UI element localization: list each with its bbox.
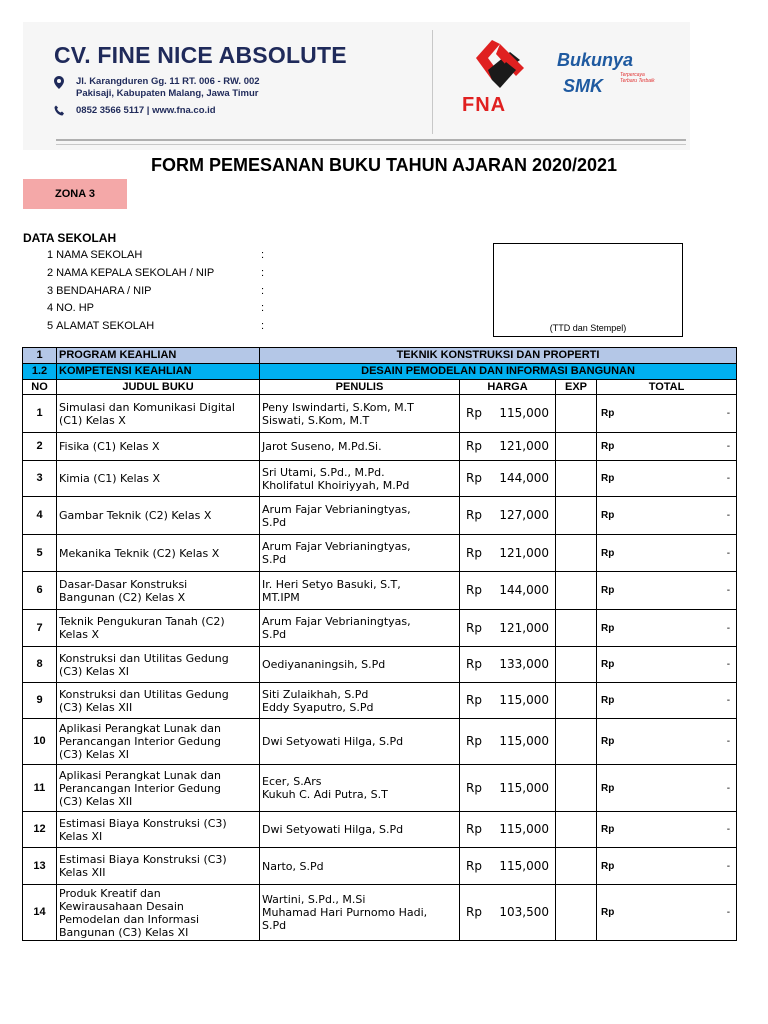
exp-quantity-cell[interactable] — [556, 683, 597, 719]
exp-quantity-cell[interactable] — [556, 848, 597, 885]
program-no: 1 — [23, 348, 57, 364]
currency-label: Rp — [466, 734, 482, 748]
kompetensi-value: DESAIN PEMODELAN DAN INFORMASI BANGUNAN — [260, 364, 737, 380]
book-author-line: Ir. Heri Setyo Basuki, S.T, — [262, 577, 401, 591]
book-order-table — [22, 347, 737, 941]
row-number: 13 — [23, 848, 57, 885]
book-title-line: Bangunan (C2) Kelas X — [59, 590, 186, 604]
header-exp: EXP — [556, 380, 597, 395]
phone-icon — [54, 105, 65, 119]
book-author-line: Sri Utami, S.Pd., M.Pd. — [262, 465, 385, 479]
program-label: PROGRAM KEAHLIAN — [57, 348, 260, 364]
table-row — [23, 610, 737, 647]
currency-label: Rp — [466, 822, 482, 836]
exp-quantity-cell[interactable] — [556, 610, 597, 647]
price-value: 103,500 — [499, 905, 549, 919]
exp-quantity-cell[interactable] — [556, 497, 597, 535]
table-row — [23, 461, 737, 497]
book-price — [460, 812, 556, 848]
book-title-line: Kimia (C1) Kelas X — [59, 472, 161, 485]
total-cell — [597, 497, 737, 535]
book-author-line: Kukuh C. Adi Putra, S.T — [262, 788, 388, 801]
currency-label: Rp — [466, 780, 482, 795]
total-value: - — [726, 473, 731, 484]
currency-label: Rp — [466, 471, 482, 485]
currency-label: Rp — [466, 439, 482, 453]
book-author-line: S.Pd — [262, 919, 287, 932]
table-row — [23, 535, 737, 572]
book-title — [57, 395, 260, 433]
book-author — [260, 719, 460, 765]
book-title — [57, 535, 260, 572]
price-value: 133,000 — [499, 657, 549, 671]
exp-quantity-cell[interactable] — [556, 812, 597, 848]
total-cell — [597, 610, 737, 647]
exp-quantity-cell[interactable] — [556, 885, 597, 941]
book-title-line: Kelas XI — [59, 829, 103, 843]
book-title-line: Kewirausahaan Desain — [59, 899, 184, 913]
book-author-line: Kholifatul Khoiriyyah, M.Pd — [262, 478, 410, 492]
currency-label: Rp — [466, 508, 482, 522]
price-value: 115,000 — [499, 693, 549, 707]
book-author — [260, 848, 460, 885]
total-cell — [597, 683, 737, 719]
field-label: ALAMAT SEKOLAH — [56, 320, 155, 332]
book-title-line: (C3) Kelas XII — [59, 700, 133, 714]
exp-quantity-cell[interactable] — [556, 535, 597, 572]
book-author — [260, 395, 460, 433]
book-author-line: MT.IPM — [262, 590, 300, 604]
data-sekolah-field — [47, 265, 214, 281]
book-author-line: Siti Zulaikhah, S.Pd — [262, 687, 369, 701]
header-judul: JUDUL BUKU — [57, 380, 260, 395]
signature-stamp-box[interactable] — [493, 243, 683, 337]
table-row — [23, 765, 737, 812]
row-number: 11 — [23, 765, 57, 812]
currency-label: Rp — [601, 622, 615, 634]
brand-smk: SMK — [563, 76, 603, 96]
field-label: NO. HP — [56, 302, 95, 314]
price-value: 121,000 — [499, 620, 549, 635]
book-author — [260, 461, 460, 497]
kompetensi-label: KOMPETENSI KEAHLIAN — [57, 364, 260, 380]
book-title-line: Simulasi dan Komunikasi Digital — [59, 400, 235, 414]
exp-quantity-cell[interactable] — [556, 572, 597, 610]
book-price — [460, 719, 556, 765]
currency-label: Rp — [601, 441, 615, 452]
price-value: 115,000 — [499, 734, 549, 748]
book-title-line: Perancangan Interior Gedung — [59, 781, 222, 795]
book-author-line: Jarot Suseno, M.Pd.Si. — [262, 440, 382, 453]
book-title-line: Aplikasi Perangkat Lunak dan — [59, 722, 221, 735]
field-input-colon[interactable]: : — [261, 249, 265, 261]
book-price — [460, 433, 556, 461]
currency-label: Rp — [601, 907, 615, 918]
total-cell — [597, 848, 737, 885]
book-author — [260, 610, 460, 647]
currency-label: Rp — [466, 583, 482, 597]
book-title — [57, 461, 260, 497]
total-cell — [597, 572, 737, 610]
total-value: - — [726, 824, 731, 835]
currency-label: Rp — [466, 905, 482, 919]
book-title — [57, 572, 260, 610]
total-cell — [597, 535, 737, 572]
book-title — [57, 885, 260, 941]
book-price — [460, 535, 556, 572]
price-value: 115,000 — [499, 822, 549, 836]
currency-label: Rp — [466, 693, 482, 707]
book-author-line: S.Pd — [262, 553, 287, 566]
field-number: 3 — [47, 285, 54, 297]
book-author — [260, 885, 460, 941]
field-input-colon[interactable]: : — [261, 285, 265, 297]
book-title-line: Dasar-Dasar Konstruksi — [59, 577, 188, 591]
total-value: - — [726, 585, 731, 596]
book-author-line: Arum Fajar Vebrianingtyas, — [262, 502, 411, 516]
book-title — [57, 433, 260, 461]
total-value: - — [726, 782, 731, 794]
currency-label: Rp — [601, 408, 615, 419]
book-title — [57, 610, 260, 647]
field-number: 2 — [47, 267, 54, 279]
currency-label: Rp — [601, 824, 615, 835]
total-value: - — [726, 659, 731, 670]
total-value: - — [726, 907, 731, 918]
table-row — [23, 719, 737, 765]
book-author-line: Narto, S.Pd — [262, 859, 324, 873]
row-number: 14 — [23, 885, 57, 941]
book-author-line: S.Pd — [262, 515, 287, 529]
field-label: NAMA SEKOLAH — [56, 249, 143, 261]
price-value: 121,000 — [499, 439, 549, 453]
signature-label: (TTD dan Stempel) — [549, 323, 627, 333]
price-value: 121,000 — [499, 545, 549, 560]
total-cell — [597, 433, 737, 461]
price-value: 115,000 — [499, 858, 549, 873]
book-title — [57, 719, 260, 765]
total-value: - — [726, 510, 731, 521]
data-sekolah-field — [47, 283, 151, 299]
total-value: - — [726, 695, 731, 706]
program-value: TEKNIK KONSTRUKSI DAN PROPERTI — [260, 348, 737, 364]
book-title-line: Perancangan Interior Gedung — [59, 735, 222, 748]
book-price — [460, 497, 556, 535]
row-number: 4 — [23, 497, 57, 535]
field-input-colon[interactable]: : — [261, 267, 265, 279]
book-title — [57, 765, 260, 812]
data-sekolah-field — [47, 247, 142, 263]
book-title — [57, 647, 260, 683]
data-sekolah-field — [47, 318, 154, 334]
row-number: 8 — [23, 647, 57, 683]
book-price — [460, 572, 556, 610]
book-author-line: Arum Fajar Vebrianingtyas, — [262, 540, 411, 553]
book-title-line: Estimasi Biaya Konstruksi (C3) — [59, 853, 227, 866]
address-line-2: Pakisaji, Kabupaten Malang, Jawa Timur — [76, 88, 259, 99]
table-row — [23, 647, 737, 683]
row-number: 1 — [23, 395, 57, 433]
book-author-line: S.Pd — [262, 628, 287, 641]
letterhead-divider — [432, 30, 433, 134]
book-price — [460, 683, 556, 719]
total-value: - — [726, 408, 731, 419]
currency-label: Rp — [466, 657, 482, 671]
book-title-line: Fisika (C1) Kelas X — [59, 440, 160, 453]
book-title-line: (C3) Kelas XI — [59, 664, 129, 678]
fna-logo-text: FNA — [462, 94, 507, 116]
currency-label: Rp — [601, 473, 615, 484]
book-author-line: Arum Fajar Vebrianingtyas, — [262, 615, 411, 628]
row-number: 2 — [23, 433, 57, 461]
book-author — [260, 433, 460, 461]
address-line-1: Jl. Karangduren Gg. 11 RT. 006 - RW. 002 — [76, 76, 260, 87]
currency-label: Rp — [601, 736, 615, 747]
table-row — [23, 572, 737, 610]
kompetensi-no: 1.2 — [23, 364, 57, 380]
row-number: 7 — [23, 610, 57, 647]
exp-quantity-cell[interactable] — [556, 433, 597, 461]
currency-label: Rp — [601, 860, 615, 872]
currency-label: Rp — [601, 547, 615, 559]
book-price — [460, 885, 556, 941]
book-price — [460, 395, 556, 433]
book-title-line: (C1) Kelas X — [59, 413, 126, 427]
field-number: 4 — [47, 302, 54, 314]
currency-label: Rp — [601, 585, 615, 596]
row-number: 12 — [23, 812, 57, 848]
book-author — [260, 647, 460, 683]
contact-info: 0852 3566 5117 | www.fna.co.id — [76, 105, 216, 116]
book-price — [460, 647, 556, 683]
book-author — [260, 497, 460, 535]
table-row — [23, 812, 737, 848]
book-title-line: Mekanika Teknik (C2) Kelas X — [59, 546, 220, 560]
row-number: 6 — [23, 572, 57, 610]
table-row — [23, 433, 737, 461]
book-author-line: Ecer, S.Ars — [262, 775, 322, 788]
book-title-line: Konstruksi dan Utilitas Gedung — [59, 651, 229, 665]
field-input-colon[interactable]: : — [261, 302, 265, 314]
book-author — [260, 572, 460, 610]
price-value: 115,000 — [499, 780, 549, 795]
currency-label: Rp — [466, 620, 482, 635]
book-author-line: Wartini, S.Pd., M.Si — [262, 893, 366, 906]
currency-label: Rp — [601, 782, 615, 794]
book-title-line: Bangunan (C3) Kelas XI — [59, 925, 189, 939]
column-header-row — [23, 380, 737, 395]
row-number: 9 — [23, 683, 57, 719]
book-title-line: Gambar Teknik (C2) Kelas X — [59, 509, 212, 522]
currency-label: Rp — [601, 510, 615, 521]
exp-quantity-cell[interactable] — [556, 461, 597, 497]
book-title — [57, 812, 260, 848]
table-row — [23, 497, 737, 535]
zona-badge: ZONA 3 — [23, 179, 127, 209]
row-number: 5 — [23, 535, 57, 572]
row-number: 3 — [23, 461, 57, 497]
book-title-line: Pemodelan dan Informasi — [59, 912, 200, 926]
book-title-line: Aplikasi Perangkat Lunak dan — [59, 768, 221, 782]
currency-label: Rp — [466, 406, 482, 420]
location-pin-icon — [54, 76, 64, 92]
table-row — [23, 395, 737, 433]
price-value: 115,000 — [499, 406, 549, 420]
total-value: - — [726, 860, 731, 872]
book-author-line: Eddy Syaputro, S.Pd — [262, 700, 374, 714]
book-title — [57, 497, 260, 535]
total-value: - — [726, 736, 731, 747]
book-author — [260, 765, 460, 812]
price-value: 127,000 — [499, 508, 549, 522]
currency-label: Rp — [466, 545, 482, 560]
book-title-line: Produk Kreatif dan — [59, 886, 161, 900]
field-number: 5 — [47, 320, 54, 332]
header-total: TOTAL — [597, 380, 737, 395]
book-title-line: Estimasi Biaya Konstruksi (C3) — [59, 816, 227, 830]
exp-quantity-cell[interactable] — [556, 719, 597, 765]
letterhead-rule-thin — [56, 144, 686, 145]
data-sekolah-heading: DATA SEKOLAH — [23, 231, 117, 245]
book-price — [460, 765, 556, 812]
currency-label: Rp — [601, 659, 615, 670]
book-price — [460, 848, 556, 885]
book-author-line: Dwi Setyowati Hilga, S.Pd — [262, 823, 404, 836]
field-label: BENDAHARA / NIP — [56, 285, 152, 297]
book-title-line: (C3) Kelas XI — [59, 748, 129, 761]
header-penulis: PENULIS — [260, 380, 460, 395]
total-value: - — [726, 547, 731, 559]
book-title-line: Kelas X — [59, 628, 99, 641]
currency-label: Rp — [601, 695, 615, 706]
brand-tagline: Terpercaya Terbaru Terbaik — [620, 72, 655, 84]
book-author — [260, 683, 460, 719]
book-author — [260, 812, 460, 848]
book-author-line: Dwi Setyowati Hilga, S.Pd — [262, 735, 404, 748]
row-number: 10 — [23, 719, 57, 765]
table-row — [23, 683, 737, 719]
total-cell — [597, 395, 737, 433]
table-row — [23, 848, 737, 885]
total-cell — [597, 719, 737, 765]
field-input-colon[interactable]: : — [261, 320, 265, 332]
total-cell — [597, 647, 737, 683]
letterhead-rule — [56, 139, 686, 141]
table-row — [23, 885, 737, 941]
book-author-line: Siswati, S.Kom, M.T — [262, 413, 370, 427]
book-title — [57, 848, 260, 885]
total-cell — [597, 885, 737, 941]
book-title-line: Konstruksi dan Utilitas Gedung — [59, 687, 229, 701]
currency-label: Rp — [466, 858, 482, 873]
kompetensi-keahlian-row — [23, 364, 737, 380]
total-cell — [597, 461, 737, 497]
total-cell — [597, 765, 737, 812]
exp-quantity-cell[interactable] — [556, 647, 597, 683]
company-name: CV. FINE NICE ABSOLUTE — [54, 42, 347, 68]
total-value: - — [726, 441, 731, 452]
header-harga: HARGA — [460, 380, 556, 395]
book-title-line: Kelas XII — [59, 866, 106, 879]
program-keahlian-row — [23, 348, 737, 364]
book-title-line: Teknik Pengukuran Tanah (C2) — [59, 615, 225, 628]
book-author-line: Muhamad Hari Purnomo Hadi, — [262, 906, 428, 919]
exp-quantity-cell[interactable] — [556, 395, 597, 433]
book-title — [57, 683, 260, 719]
total-cell — [597, 812, 737, 848]
book-price — [460, 610, 556, 647]
brand-bukunya: Bukunya — [557, 50, 634, 70]
page-title: FORM PEMESANAN BUKU TAHUN AJARAN 2020/2021 — [150, 155, 618, 175]
price-value: 144,000 — [499, 583, 549, 597]
book-price — [460, 461, 556, 497]
price-value: 144,000 — [499, 471, 549, 485]
book-author-line: Oediyananingsih, S.Pd — [262, 658, 386, 671]
total-value: - — [726, 622, 731, 634]
exp-quantity-cell[interactable] — [556, 765, 597, 812]
book-title-line: (C3) Kelas XII — [59, 794, 133, 808]
field-label: NAMA KEPALA SEKOLAH / NIP — [56, 267, 215, 279]
data-sekolah-field — [47, 300, 94, 316]
book-author — [260, 535, 460, 572]
book-author-line: Peny Iswindarti, S.Kom, M.T — [262, 400, 414, 414]
field-number: 1 — [47, 249, 54, 261]
header-no: NO — [23, 380, 57, 395]
